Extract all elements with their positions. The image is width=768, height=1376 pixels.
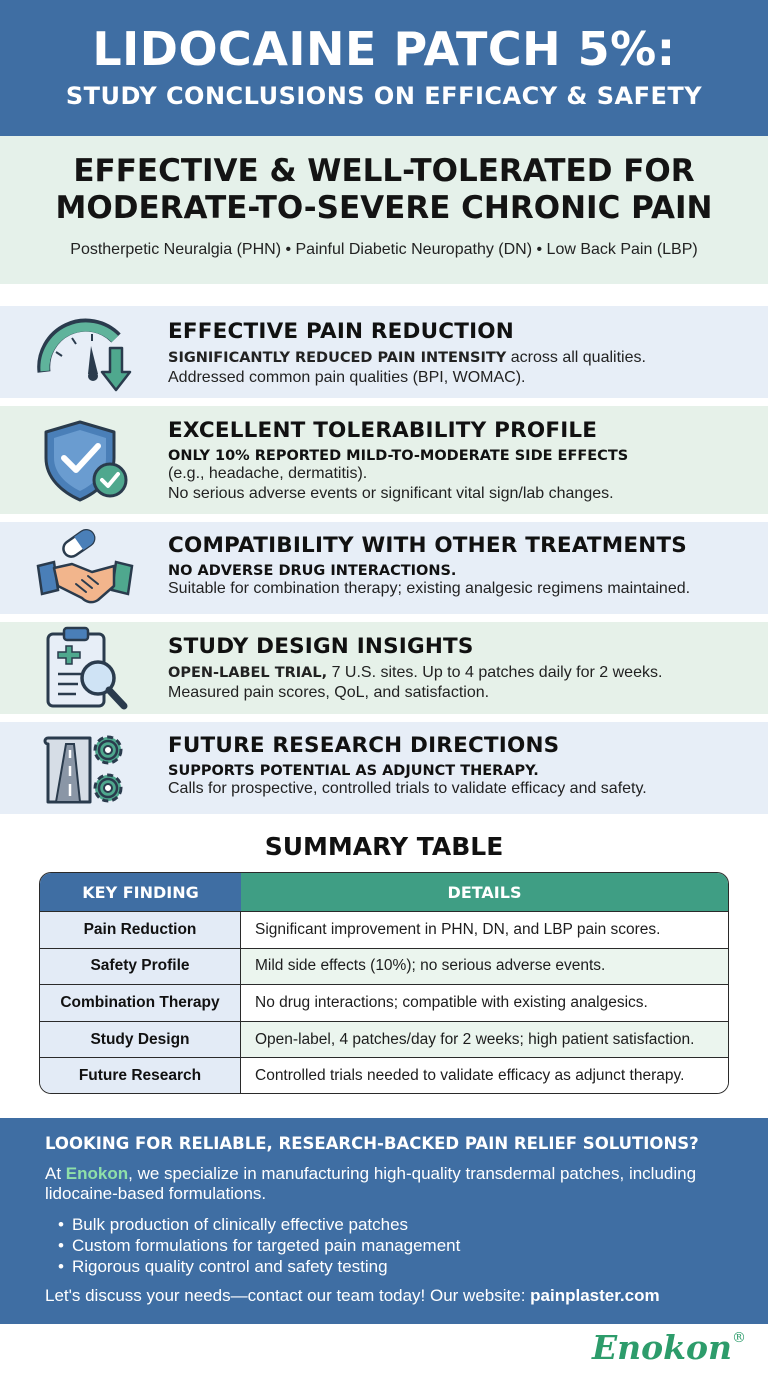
hero-banner [0,136,768,284]
row-key-finding: Future Research [40,1058,241,1094]
pain-gauge-icon [36,314,136,394]
finding-title: COMPATIBILITY WITH OTHER TREATMENTS [168,533,687,558]
finding-text [168,733,748,799]
finding-text [168,634,748,703]
logo-text: Enokon [591,1328,732,1367]
table-row [40,911,728,948]
finding-title: EXCELLENT TOLERABILITY PROFILE [168,418,598,443]
brand-logo [592,1328,746,1367]
finding-future-research [0,722,768,814]
finding-body: Addressed common pain qualities (BPI, WOMAC). [168,369,526,386]
table-row [40,948,728,985]
summary-table-title: SUMMARY TABLE [264,832,504,861]
page-header [0,0,768,136]
finding-body: No serious adverse events or significant vital sign/lab changes. [168,485,614,502]
finding-text [168,319,748,388]
finding-lead-bold: OPEN-LABEL TRIAL, [168,665,328,681]
cta-title: LOOKING FOR RELIABLE, RESEARCH-BACKED PAIN RELIEF SOLUTIONS? [45,1134,699,1153]
finding-compatibility [0,522,768,614]
hero-headline [0,136,768,227]
finding-text [168,418,748,504]
finding-body-examples: (e.g., headache, dermatitis). [168,465,368,482]
registered-mark: ® [732,1330,746,1346]
row-details: No drug interactions; compatible with existing analgesics. [241,985,728,1021]
cta-bullet: • Custom formulations for targeted pain management [58,1235,460,1256]
column-header-key-finding: KEY FINDING [40,873,241,911]
finding-lead-bold: SUPPORTS POTENTIAL AS ADJUNCT THERAPY. [168,763,539,779]
finding-body: Measured pain scores, QoL, and satisfaction. [168,684,490,701]
page-subtitle: STUDY CONCLUSIONS ON EFFICACY & SAFETY [65,82,703,110]
clipboard-magnifier-icon [36,626,136,706]
row-details: Mild side effects (10%); no serious adverse events. [241,949,728,985]
finding-lead-rest: 7 U.S. sites. Up to 4 patches daily for 2 weeks. [327,664,663,681]
finding-lead-bold: NO ADVERSE DRUG INTERACTIONS. [168,563,457,579]
cta-intro-prefix: At [45,1164,66,1183]
cta-panel [0,1118,768,1324]
row-key-finding: Safety Profile [40,949,241,985]
finding-lead-rest: across all qualities. [506,349,646,366]
row-key-finding: Pain Reduction [40,912,241,948]
finding-tolerability [0,406,768,514]
finding-title: STUDY DESIGN INSIGHTS [168,634,474,659]
row-details: Open-label, 4 patches/day for 2 weeks; high patient satisfaction. [241,1022,728,1058]
cta-intro-suffix: , we specialize in manufacturing high-quality transdermal patches, including lidocaine-based formulations. [45,1164,697,1203]
table-row [40,1057,728,1094]
cta-bullet-list [58,1214,460,1277]
column-header-details: DETAILS [241,873,728,911]
cta-intro [45,1164,735,1204]
cta-bullet: • Bulk production of clinically effective patches [58,1214,460,1235]
finding-lead-bold: ONLY 10% REPORTED MILD-TO-MODERATE SIDE EFFECTS [168,448,629,464]
finding-lead [168,663,748,683]
roadmap-gears-icon [36,728,136,808]
row-key-finding: Study Design [40,1022,241,1058]
hero-conditions: Postherpetic Neuralgia (PHN) • Painful Diabetic Neuropathy (DN) • Low Back Pain (LBP) [70,241,698,258]
table-row [40,984,728,1021]
row-key-finding: Combination Therapy [40,985,241,1021]
table-header [40,873,728,911]
finding-lead [168,348,748,368]
row-details: Controlled trials needed to validate efficacy as adjunct therapy. [241,1058,728,1094]
table-row [40,1021,728,1058]
summary-table [39,872,729,1094]
cta-contact [45,1286,660,1306]
finding-body: Calls for prospective, controlled trials to validate efficacy and safety. [168,780,647,797]
shield-check-icon [36,418,136,498]
website-link[interactable]: painplaster.com [530,1286,660,1305]
hero-headline-line1: EFFECTIVE & WELL-TOLERATED FOR [73,153,695,189]
finding-lead-bold: SIGNIFICANTLY REDUCED PAIN INTENSITY [168,350,507,366]
finding-study-design [0,622,768,714]
cta-contact-text: Let's discuss your needs—contact our team today! Our website: [45,1286,531,1305]
finding-pain-reduction [0,306,768,398]
handshake-pill-icon [36,528,136,608]
cta-brand-name: Enokon [65,1164,129,1183]
row-details: Significant improvement in PHN, DN, and LBP pain scores. [241,912,728,948]
page-title: LIDOCAINE PATCH 5%: [92,22,676,76]
hero-headline-line2: MODERATE-TO-SEVERE CHRONIC PAIN [55,190,713,226]
finding-body: Suitable for combination therapy; existing analgesic regimens maintained. [168,580,691,597]
cta-bullet: • Rigorous quality control and safety testing [58,1256,460,1277]
finding-text [168,533,748,599]
finding-title: EFFECTIVE PAIN REDUCTION [168,319,514,344]
finding-title: FUTURE RESEARCH DIRECTIONS [168,733,560,758]
